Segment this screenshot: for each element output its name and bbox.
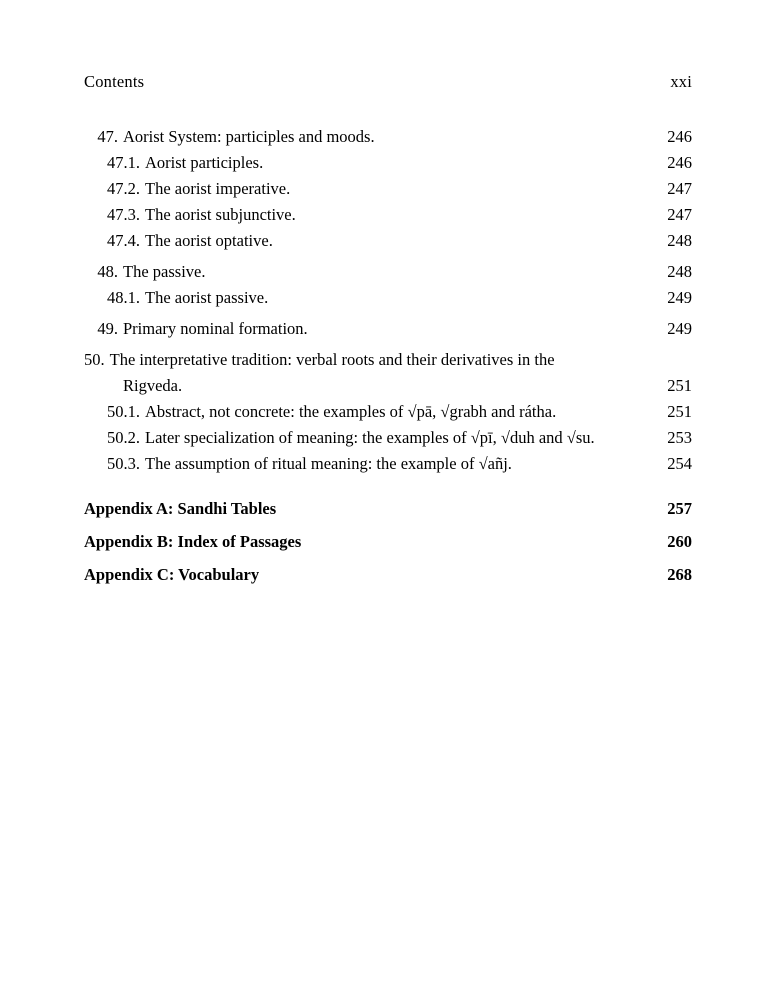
toc-entry-page: 248 (667, 262, 692, 281)
toc-entry[interactable] (84, 228, 692, 254)
toc-entry[interactable] (84, 150, 692, 176)
toc-entry-page: 254 (667, 454, 692, 473)
toc-entry-number: 47.4. (107, 231, 140, 250)
toc-entry-number: 50. (84, 350, 105, 369)
toc-entry-label: The aorist subjunctive. (145, 205, 296, 224)
toc-entry-label: The aorist passive. (145, 288, 269, 307)
toc-entry-number: 47.3. (107, 205, 140, 224)
running-head-title: Contents (84, 72, 145, 91)
toc-entry-page: 249 (667, 288, 692, 307)
toc-entry-label: The assumption of ritual meaning: the example of √añj. (145, 454, 512, 473)
toc-entry[interactable] (84, 425, 692, 451)
toc-entry-page: 247 (667, 205, 692, 224)
table-of-contents (84, 124, 692, 588)
toc-entry-label: Abstract, not concrete: the examples of √pā, √grabh and rátha. (145, 402, 557, 421)
toc-entry[interactable] (84, 259, 692, 285)
toc-entry-label: The passive. (123, 262, 206, 281)
toc-entry[interactable] (84, 316, 692, 342)
toc-entry-number: 48.1. (107, 288, 140, 307)
toc-entry-number: 49. (97, 319, 118, 338)
toc-entry-page: 253 (667, 428, 692, 447)
toc-entry-page: 251 (667, 376, 692, 395)
appendix-entry-c[interactable] (84, 562, 692, 588)
toc-entry-label: Primary nominal formation. (123, 319, 308, 338)
toc-entry-page: 246 (667, 127, 692, 146)
appendix-label: Appendix B: Index of Passages (84, 532, 302, 551)
appendix-page: 268 (667, 565, 692, 584)
appendix-entry-b[interactable] (84, 529, 692, 555)
toc-entry-page: 246 (667, 153, 692, 172)
toc-entry[interactable] (84, 285, 692, 311)
toc-entry[interactable] (84, 176, 692, 202)
appendix-label: Appendix C: Vocabulary (84, 565, 260, 584)
toc-entry-number: 47. (97, 127, 118, 146)
toc-entry-label: The aorist optative. (145, 231, 273, 250)
toc-entry[interactable] (84, 451, 692, 477)
toc-entry[interactable] (84, 347, 692, 399)
toc-entry[interactable] (84, 399, 692, 425)
toc-entry-page: 249 (667, 319, 692, 338)
toc-entry-page: 251 (667, 402, 692, 421)
toc-entry-label: Aorist participles. (145, 153, 264, 172)
toc-entry-page: 247 (667, 179, 692, 198)
toc-entry-label: The interpretative tradition: verbal roots and their derivatives in the (109, 350, 555, 369)
toc-entry-number: 47.2. (107, 179, 140, 198)
appendix-page: 257 (667, 499, 692, 518)
toc-entry-line (84, 347, 692, 373)
toc-entry-number: 50.2. (107, 428, 140, 447)
appendix-page: 260 (667, 532, 692, 551)
toc-entry-number: 50.1. (107, 402, 140, 421)
toc-entry-label-continued: Rigveda. (123, 376, 183, 395)
toc-entry-page: 248 (667, 231, 692, 250)
running-head (84, 72, 692, 92)
toc-entry[interactable] (84, 124, 692, 150)
toc-entry-label: The aorist imperative. (145, 179, 291, 198)
toc-entry-line (84, 373, 692, 399)
toc-entry[interactable] (84, 202, 692, 228)
appendix-label: Appendix A: Sandhi Tables (84, 499, 277, 518)
appendix-list (84, 496, 692, 588)
toc-entry-label: Aorist System: participles and moods. (123, 127, 375, 146)
toc-entry-number: 47.1. (107, 153, 140, 172)
page-folio: xxi (670, 72, 692, 91)
toc-entry-number: 48. (97, 262, 118, 281)
toc-entry-number: 50.3. (107, 454, 140, 473)
appendix-entry-a[interactable] (84, 496, 692, 522)
toc-entry-label: Later specialization of meaning: the examples of √pī, √duh and √su. (145, 428, 595, 447)
